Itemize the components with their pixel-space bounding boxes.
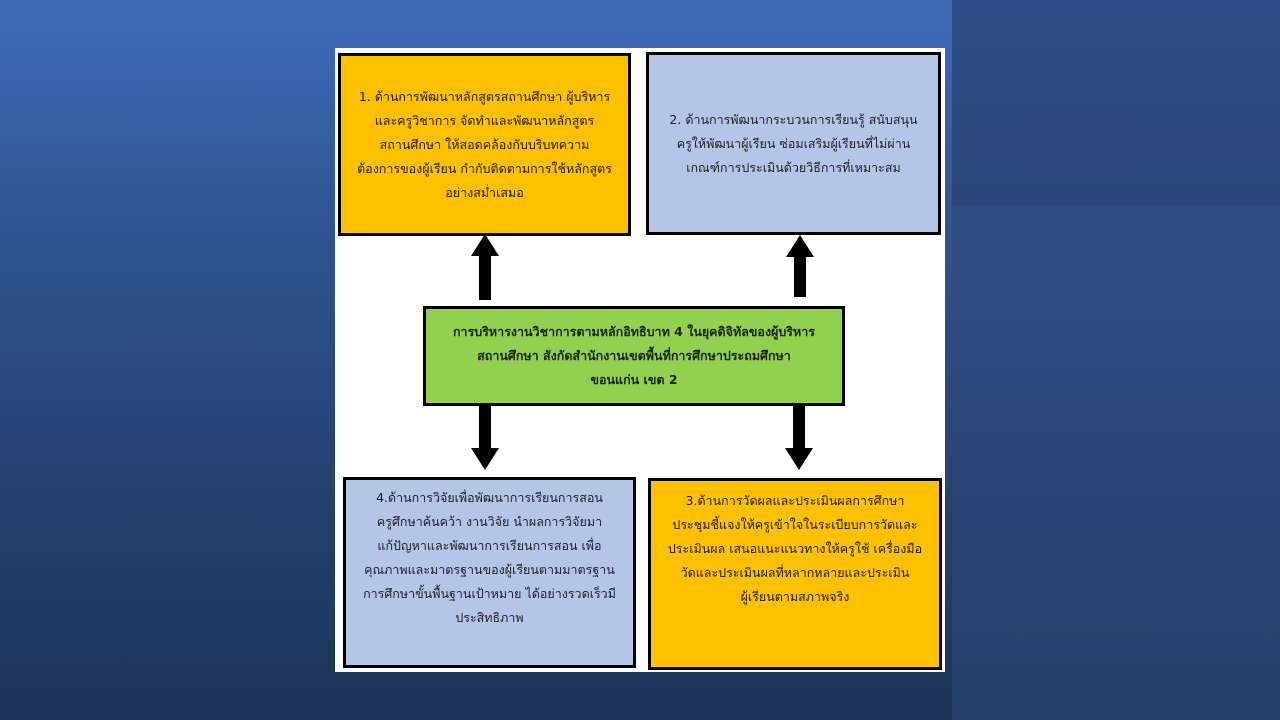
box3-line: ประชุมชี้แจงให้ครูเข้าใจในระเบียบการวัดและ [672, 517, 918, 532]
center-line: การบริหารงานวิชาการตามหลักอิทธิบาท 4 ในยุคดิจิทัลของผู้บริหาร [452, 324, 815, 339]
box3-line: ผู้เรียนตามสภาพจริง [740, 589, 850, 604]
box1-line: สถานศึกษา ให้สอดคล้องกับบริบทความ [379, 136, 590, 152]
box3-line: ประเมินผล เสนอแนะแนวทางให้ครูใช้ เครื่องมือ [667, 541, 923, 556]
center-box-text [453, 320, 815, 392]
box-learning-process-text [669, 108, 917, 180]
side-band [952, 0, 1280, 206]
box2-line: 2. ด้านการพัฒนากระบวนการเรียนรู้ สนับสนุน [669, 111, 918, 127]
box3-line: 3.ด้านการวัดผลและประเมินผลการศึกษา [685, 493, 905, 508]
box3-line: วัดและประเมินผลที่หลากหลายและประเมิน [680, 565, 910, 580]
box1-line: และครูวิชาการ จัดทำและพัฒนาหลักสูตร [374, 112, 595, 128]
arrow-down-right-icon [785, 406, 813, 470]
arrow-up-right-icon [786, 235, 814, 297]
center-line: สถานศึกษา สังกัดสำนักงานเขตพื้นที่การศึกษาประถมศึกษา [477, 348, 791, 363]
box4-line: แก้ปัญหาและพัฒนาการเรียนการสอน เพื่อ [377, 538, 602, 553]
box-research-development-text [363, 486, 616, 630]
box4-line: 4.ด้านการวิจัยเพื่อพัฒนาการเรียนการสอน [376, 490, 603, 505]
box-curriculum-development [338, 53, 631, 236]
box-curriculum-development-text [357, 85, 612, 205]
center-box-academic-administration [423, 306, 845, 406]
box-measurement-evaluation [648, 478, 942, 670]
box4-line: ครูศึกษาค้นคว้า งานวิจัย นำผลการวิจัยมา [376, 514, 603, 529]
box1-line: 1. ด้านการพัฒนาหลักสูตรสถานศึกษา ผู้บริหาร [358, 88, 611, 104]
box1-line: ต้องการของผู้เรียน กำกับติดตามการใช้หลักสูตร [357, 160, 612, 176]
box-learning-process [646, 52, 941, 235]
arrow-down-left-icon [471, 406, 499, 470]
box-measurement-evaluation-text [668, 489, 922, 609]
box-research-development [343, 477, 636, 668]
arrow-up-left-icon [471, 234, 499, 300]
box4-line: ประสิทธิภาพ [455, 610, 524, 625]
box2-line: เกณฑ์การประเมินด้วยวิธีการที่เหมาะสม [686, 159, 901, 175]
center-line: ขอนแก่น เขต 2 [590, 372, 678, 387]
diagram-canvas [335, 48, 945, 672]
box4-line: การศึกษาขั้นพื้นฐานเป้าหมาย ได้อย่างรวดเร็วมี [363, 586, 616, 601]
box2-line: ครูให้พัฒนาผู้เรียน ซ่อมเสริมผู้เรียนที่ไม่ผ่าน [676, 135, 911, 151]
box1-line: อย่างสม่ำเสมอ [445, 184, 524, 200]
box4-line: คุณภาพและมาตรฐานของผู้เรียนตามมาตรฐาน [364, 562, 615, 577]
